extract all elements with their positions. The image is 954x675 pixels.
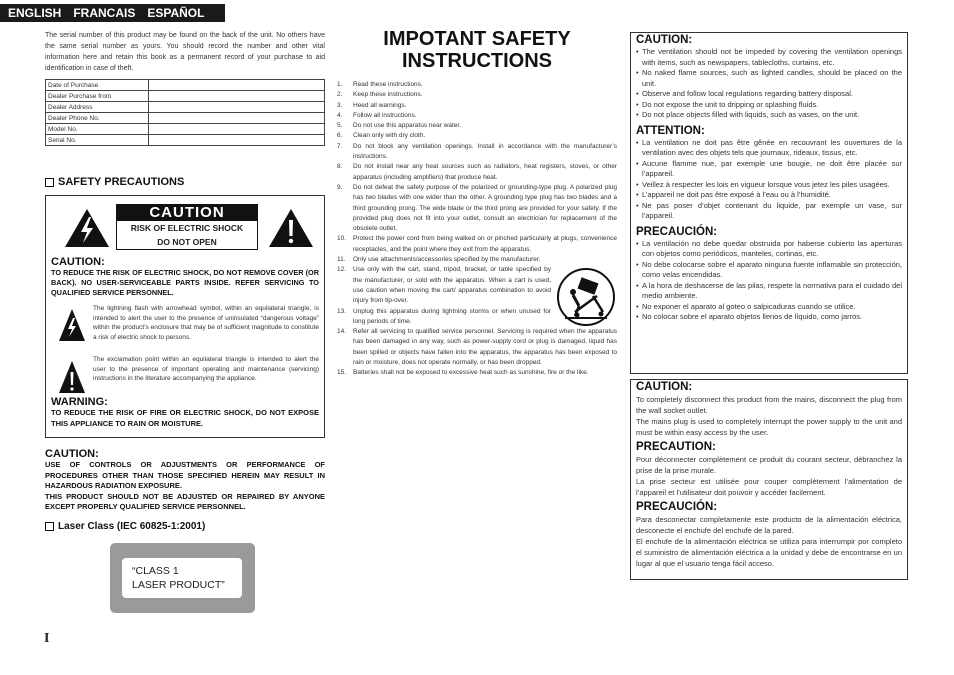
list-item [636, 100, 902, 111]
item-number: 11. [337, 256, 346, 264]
bullet-icon: • [636, 47, 639, 56]
laser-label-line1: “CLASS 1 [132, 565, 179, 577]
box2-precaucion-p1: Para desconectar completamente este producto de la alimentación eléctrica, desconecte el enchufe del enchufe de la pared. [636, 515, 902, 535]
list-item [337, 90, 617, 100]
checkbox-square-icon [45, 178, 54, 187]
list-item [636, 138, 902, 159]
laser-heading-wrap [45, 521, 205, 532]
box1-precaucion-heading: PRECAUCIÓN: [636, 225, 718, 238]
caution-banner-line1: RISK OF ELECTRIC SHOCK [130, 223, 244, 233]
item-number: 14. [337, 328, 347, 336]
item-text: Unplug this apparatus during lightning storms or when unused for long periods of time. [353, 307, 551, 325]
left-column [45, 30, 325, 146]
bullet-icon: • [636, 301, 639, 311]
table-row [46, 102, 325, 113]
item-text: No exponer el aparato al goteo o salpicaduras cuando se utilice. [642, 301, 856, 311]
mains-caution-box [630, 379, 908, 580]
box2-precaucion-heading: PRECAUCIÓN: [636, 501, 718, 513]
caution-banner-line2: DO NOT OPEN [157, 237, 217, 247]
item-number: 6. [337, 132, 343, 140]
item-text: Keep these instructions. [353, 91, 423, 99]
warning-block [51, 396, 319, 429]
item-number: 2. [337, 91, 343, 99]
bullet-icon: • [636, 190, 639, 199]
dealer-info-table [45, 79, 325, 146]
field-value [149, 124, 325, 135]
table-row [46, 80, 325, 91]
item-text: Follow all instructions. [353, 111, 417, 119]
box2-precaution-p2: La prise secteur est utilisée pour couper complètement l’alimentation de l’appareil et l’utilisateur doit pouvoir y accéder facilement. [636, 477, 902, 497]
item-text: Clean only with dry cloth. [353, 132, 426, 140]
bullet-icon: • [636, 89, 639, 98]
field-label: Serial No. [46, 135, 149, 146]
ventilation-caution-box [630, 32, 908, 374]
box2-precaucion-p2: El enchufe de la alimentación eléctrica se utiliza para interrumpir por completo el suministro de alimentación eléctrica a la unidad y debe de encontrarse en un lugar al que el usuario tenga fácil acceso. [636, 537, 902, 568]
list-item [636, 190, 902, 201]
table-row [46, 124, 325, 135]
field-value [149, 113, 325, 124]
item-text: Veillez à respecter les lois en vigueur lorsque vous jetez les piles usagées. [642, 179, 890, 189]
field-label: Dealer Purchase from [46, 91, 149, 102]
bullet-icon: • [636, 280, 639, 290]
item-text: No naked flame sources, such as lighted candles, should be placed on the unit. [642, 68, 902, 88]
item-text: Do not expose the unit to dripping or splashing fluids. [642, 99, 819, 109]
lightning-small-icon [58, 308, 86, 342]
field-value [149, 135, 325, 146]
list-item [636, 159, 902, 180]
title-line1: IMPOTANT SAFETY [383, 28, 571, 50]
list-item [337, 162, 617, 183]
list-item [337, 234, 617, 255]
caution-box [45, 195, 325, 438]
field-value [149, 102, 325, 113]
table-row [46, 91, 325, 102]
cart-warning-icon [557, 266, 615, 328]
item-text: The ventilation should not be impeded by covering the ventilation openings with items, such as newspapers, tablecloths, curtains, etc. [642, 47, 902, 67]
item-text: Read these instructions. [353, 81, 423, 88]
item-number: 5. [337, 122, 343, 130]
bullet-icon: • [636, 137, 639, 147]
field-label: Model No. [46, 124, 149, 135]
list-item [337, 327, 617, 368]
list-item [636, 281, 902, 302]
box2-precaution-p1: Pour déconnecter complètement ce produit du courant secteur, débranchez la prise de la prise murale. [636, 455, 902, 475]
list-item [337, 121, 617, 131]
item-text: Refer all servicing to qualified service personnel. Servicing is required when the apparatus has been damaged in any way, such as power-supply cord or plug is damaged, liquid has been spilled or objects have fallen into the apparatus, the apparatus has been exposed to rain or moisture, does not operate normally, or has been dropped. [353, 328, 617, 367]
item-text: Do not place objects filled with liquids, such as vases, on the unit. [642, 110, 860, 119]
table-row [46, 135, 325, 146]
bullet-icon: • [636, 110, 639, 119]
heading-text: Laser Class (IEC 60825-1:2001) [58, 521, 206, 532]
exclamation-small-icon [58, 360, 86, 394]
item-text: Do not defeat the safety purpose of the polarized or grounding-type plug. A polarized plug has two blades with one wider than the other. A grounding type plug has two blades and a third grounding prong. The wide blade or the third prong are provided for your safety. If the provided plug does not fit into your outlet, consult an electrician for replacement of the obsolete outlet. [353, 183, 617, 233]
item-number: 10. [337, 235, 347, 243]
item-text: Do not install near any heat sources such as radiators, heat registers, stoves, or other apparatus (including amplifiers) that produce heat. [353, 163, 617, 181]
warning-text: TO REDUCE THE RISK OF FIRE OR ELECTRIC SHOCK, DO NOT EXPOSE THIS APPLIANCE TO RAIN OR MOISTURE. [51, 408, 319, 428]
box1-caution-heading: CAUTION: [636, 34, 693, 46]
caution2-block [45, 448, 325, 513]
item-text: Only use attachments/accessories specified by the manufacturer. [353, 256, 541, 264]
exclamation-warning-icon [268, 208, 314, 248]
caution2-text1: USE OF CONTROLS OR ADJUSTMENTS OR PERFORMANCE OF PROCEDURES OTHER THAN THOSE SPECIFIED HEREIN MAY RESULT IN HAZARDOUS RADIATION EXPOSURE. [45, 460, 325, 490]
list-item [636, 312, 902, 323]
item-number: 8. [337, 163, 343, 171]
list-item [636, 180, 902, 191]
list-item [636, 201, 902, 222]
item-number: 3. [337, 101, 343, 109]
field-value [149, 91, 325, 102]
bullet-icon: • [636, 259, 639, 269]
box1-caution-list [636, 47, 902, 121]
list-item [636, 110, 902, 121]
list-item [636, 68, 902, 89]
list-item [337, 368, 617, 378]
bullet-icon: • [636, 158, 639, 168]
list-item [337, 80, 617, 90]
caution1-text: TO REDUCE THE RISK OF ELECTRIC SHOCK, DO NOT REMOVE COVER (OR BACK). NO USER-SERVICEABLE PARTS INSIDE. REFER SERVICING TO QUALIFIED SERVICE PERSONNEL. [51, 268, 319, 297]
item-text: A la hora de deshacerse de las pilas, respete la normativa para el cuidado del medio ambiente. [642, 280, 902, 300]
item-number: 9. [337, 183, 343, 191]
item-text: Batteries shall not be exposed to excessive heat such as sunshine, fire or the like. [353, 369, 589, 377]
item-number: 1. [337, 81, 343, 88]
item-text: Aucune flamme nue, par exemple une bougie, ne doit être placée sur l’appareil. [642, 158, 902, 178]
lang-english: ENGLISH [8, 6, 62, 20]
box2-caution-p1: To completely disconnect this product from the mains, disconnect the plug from the wall socket outlet. [636, 395, 902, 415]
list-item [337, 255, 617, 265]
box1-attention-heading: ATTENTION: [636, 124, 705, 137]
safety-instructions-list [337, 80, 617, 379]
list-item [636, 239, 902, 260]
item-text: La ventilation ne doit pas être gênée en recouvrant les ouvertures de la ventilation avec des objets tels que journaux, rideaux, tissus, etc. [642, 137, 902, 157]
item-text: L’appareil ne doit pas être exposé à l’eau ou à l’humidité. [642, 190, 831, 199]
box2-caution-heading: CAUTION: [636, 381, 693, 393]
laser-label-inner [122, 558, 242, 598]
list-item [337, 111, 617, 121]
bullet-icon: • [636, 200, 639, 210]
item-text: Protect the power cord from being walked on or pinched particularly at plugs, convenience receptacles, and the point where they exit from the apparatus. [353, 235, 617, 253]
laser-product-label [110, 543, 255, 613]
lightning-warning-icon [64, 208, 110, 248]
field-value [149, 80, 325, 91]
box1-precaucion-list [636, 239, 902, 323]
item-text: No colocar sobre el aparato objetos llenos de líquido, como jarros. [642, 312, 863, 321]
caution2-text2: THIS PRODUCT SHOULD NOT BE ADJUSTED OR REPAIRED BY ANYONE EXCEPT PROPERLY QUALIFIED SERVICE PERSONNEL. [45, 491, 325, 511]
item-text: Ne pas poser d’objet contenant du liquide, par exemple un vase, sur l’appareil. [642, 200, 902, 220]
item-text: Heed all warnings. [353, 101, 407, 109]
caution1-heading: CAUTION: [51, 256, 105, 268]
bullet-icon: • [636, 238, 639, 248]
checkbox-square-icon [45, 522, 54, 531]
list-item [636, 47, 902, 68]
laser-class-heading [45, 521, 205, 532]
bullet-icon: • [636, 99, 639, 109]
field-label: Date of Purchase [46, 80, 149, 91]
item-number: 7. [337, 142, 343, 150]
item-number: 13. [337, 307, 347, 315]
item-text: No debe colocarse sobre el aparato ninguna fuente inflamable sin protección, como velas encendidas. [642, 259, 902, 279]
item-text: La ventilación no debe quedar obstruida por haberse cubierto las aperturas con objetos como periódicos, manteles, cortinas, etc. [642, 238, 902, 258]
warning-heading: WARNING: [51, 396, 108, 408]
table-row [46, 113, 325, 124]
item-number: 12. [337, 266, 347, 274]
lang-espanol: ESPAÑOL [147, 6, 205, 20]
box2-caution-p2: The mains plug is used to completely interrupt the power supply to the unit and must be within easy access by the user. [636, 417, 902, 437]
exclaim-description: The exclamation point within an equilateral triangle is intended to alert the user to the presence of important operating and maintenance (servicing) instructions in the literature accompanying the appliance. [93, 356, 319, 382]
list-item [337, 142, 617, 163]
laser-label-line2: LASER PRODUCT” [132, 579, 225, 591]
item-text: Use only with the cart, stand, tripod, bracket, or table specified by the manufacturer, or sold with the apparatus. When a cart is used, use caution when moving the cart/ apparatus combination to avoid injury from tip-over. [353, 266, 551, 305]
list-item [337, 101, 617, 111]
item-text: Do not use this apparatus near water. [353, 122, 462, 130]
page-number: I [44, 631, 50, 646]
list-item [337, 183, 617, 234]
list-item [636, 302, 902, 313]
safety-precautions-heading [45, 176, 184, 188]
caution1-block [51, 256, 319, 298]
serial-intro: The serial number of this product may be found on the back of the unit. No others have the same serial number as yours. You should record the number and other vital information here and retain this book as a permanent record of your purchase to aid identification in case of theft. [45, 32, 325, 72]
page-title [337, 28, 617, 72]
bullet-icon: • [636, 312, 639, 321]
field-label: Dealer Phone No. [46, 113, 149, 124]
list-item [636, 260, 902, 281]
box2-precaution-heading: PRECAUTION: [636, 441, 716, 453]
bullet-icon: • [636, 68, 639, 77]
right-column [630, 32, 908, 580]
list-item [337, 131, 617, 141]
field-label: Dealer Address [46, 102, 149, 113]
list-item [636, 89, 902, 100]
lang-francais: FRANCAIS [73, 6, 136, 20]
item-number: 4. [337, 111, 343, 119]
title-line2: INSTRUCTIONS [402, 50, 552, 72]
caution-banner [116, 204, 258, 250]
caution-banner-title: CAUTION [117, 205, 257, 221]
item-text: Observe and follow local regulations regarding battery disposal. [642, 89, 853, 98]
lightning-description: The lightning flash with arrowhead symbol, within an equilateral triangle, is intended to alert the user to the presence of uninsulated “dangerous voltage” within the product’s enclosure that may be of sufficient magnitude to constitute a risk of electric shock to persons. [93, 305, 319, 341]
bullet-icon: • [636, 179, 639, 189]
caution2-heading: CAUTION: [45, 448, 99, 460]
item-number: 15. [337, 369, 347, 377]
language-tab [0, 4, 225, 22]
heading-text: SAFETY PRECAUTIONS [58, 176, 185, 188]
safety-precautions-heading-wrap [45, 176, 184, 188]
item-text: Do not block any ventilation openings. Install in accordance with the manufacturer’s instructions. [353, 142, 617, 161]
box1-attention-list [636, 138, 902, 222]
